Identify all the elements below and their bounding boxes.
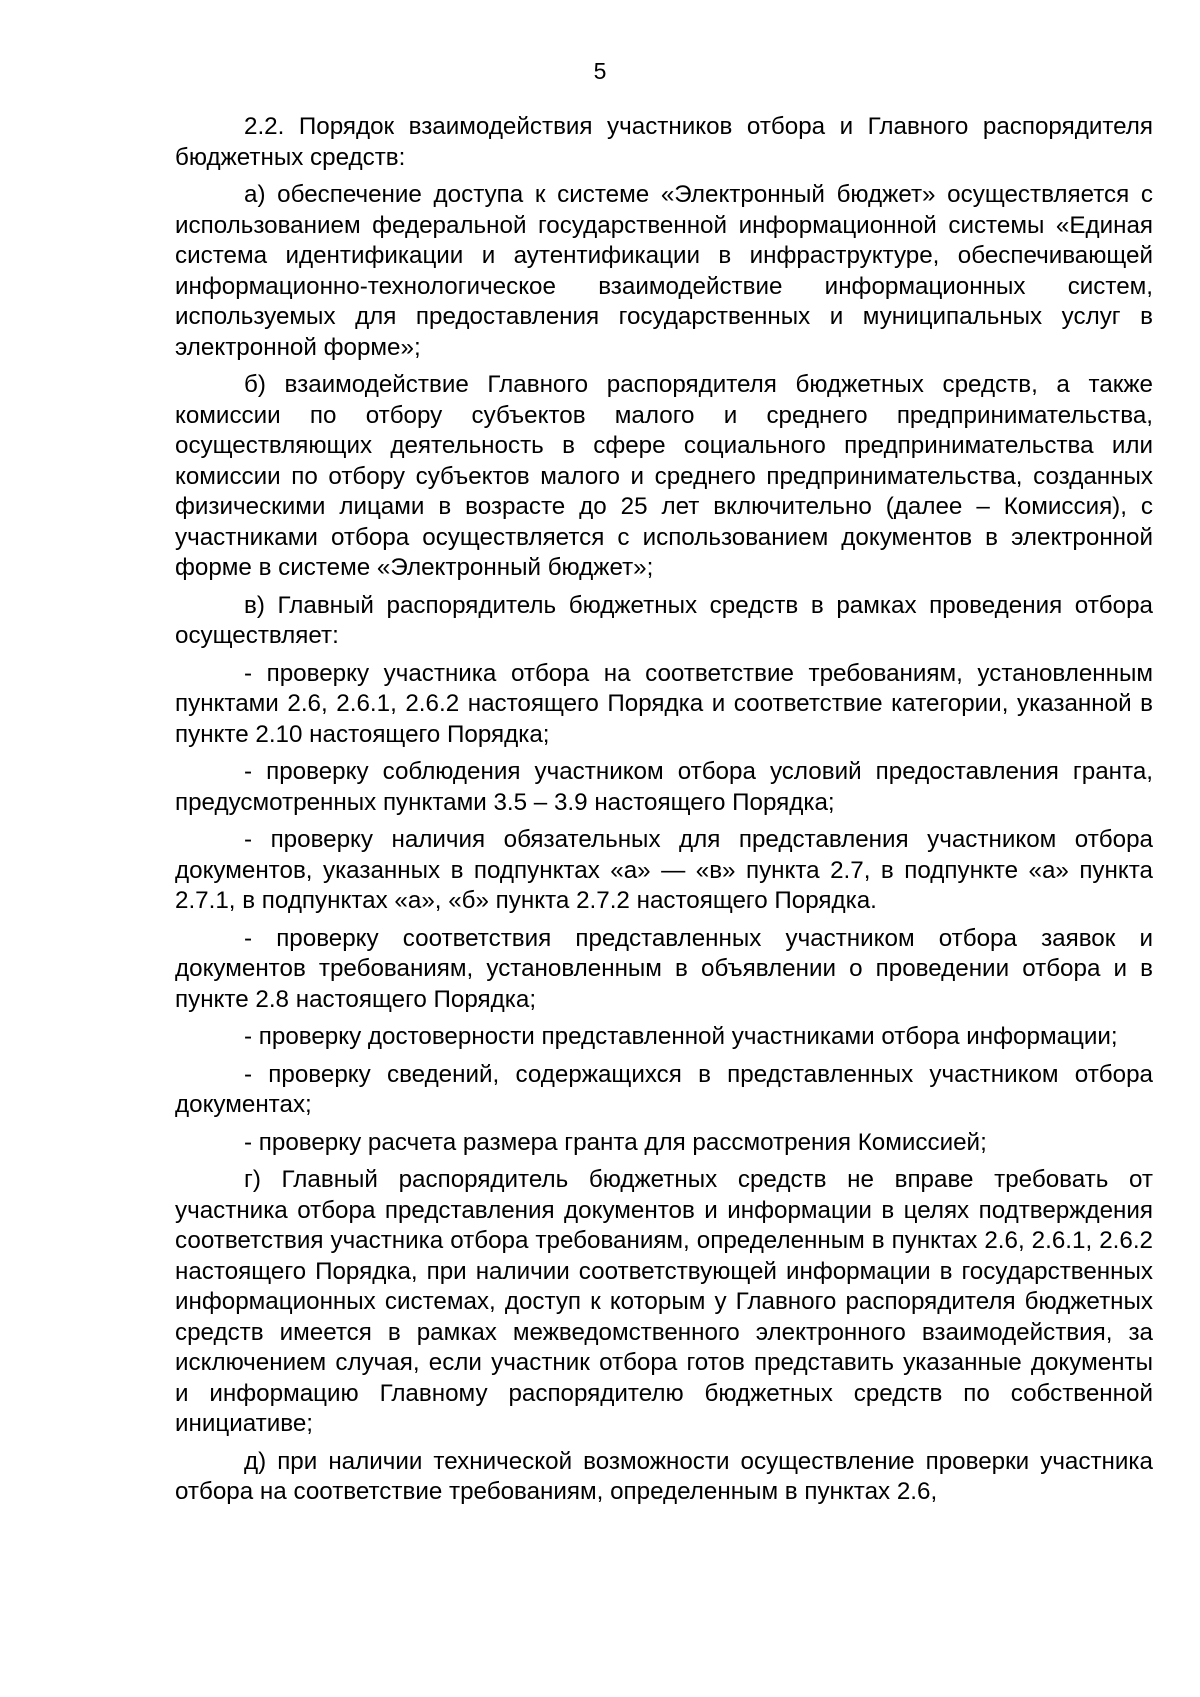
paragraph-d: д) при наличии технической возможности осуществление проверки участника отбора на соответствие требованиям, определенным в пунктах 2.6, xyxy=(175,1447,1153,1505)
list-item-conditions-check: - проверку соблюдения участником отбора условий предоставления гранта, предусмотренных пунктами 3.5 – 3.9 настоящего Порядка; xyxy=(175,758,1153,816)
list-item-reliability-check: - проверку достоверности представленной участниками отбора информации; xyxy=(244,1023,1118,1050)
paragraph-a: а) обеспечение доступа к системе «Электронный бюджет» осуществляется с использованием федеральной государственной информационной системы «Единая система идентификации и аутентификации в инфраструктуре, обеспечивающей информационно-технологическое взаимодействие информационных систем, используемых для предоставления государственных и муниципальных услуг в электронной форме»; xyxy=(175,181,1153,361)
page-number: 5 xyxy=(593,58,607,84)
list-item-grant-calculation-check: - проверку расчета размера гранта для рассмотрения Комиссией; xyxy=(244,1128,987,1156)
paragraph-2-2: 2.2. Порядок взаимодействия участников отбора и Главного распорядителя бюджетных средств: xyxy=(175,113,1153,171)
paragraph-b: б) взаимодействие Главного распорядителя бюджетных средств, а также комиссии по отбору субъектов малого и среднего предпринимательства, осуществляющих деятельность в сфере социального предпринимательства или комиссии по отбору субъектов малого и среднего предпринимательства, созданных физическими лицами в возрасте до 25 лет включительно (далее – Комиссия), с участниками отбора осуществляется с использованием документов в электронной форме в системе «Электронный бюджет»; xyxy=(175,371,1153,581)
list-item-information-check: - проверку сведений, содержащихся в представленных участником отбора документах; xyxy=(175,1060,1153,1118)
list-item-documents-presence-check: - проверку наличия обязательных для представления участником отбора документов, указанных в подпунктах «а» — «в» пункта 2.7, в подпункте «а» пункта 2.7.1, в подпунктах «а», «б» пункта 2.7.2 настоящего Порядка. xyxy=(175,826,1153,914)
paragraph-g: г) Главный распорядитель бюджетных средств не вправе требовать от участника отбора представления документов и информации в целях подтверждения соответствия участника отбора требованиям, определенным в пунктах 2.6, 2.6.1, 2.6.2 настоящего Порядка, при наличии соответствующей информации в государственных информационных системах, доступ к которым у Главного распорядителя бюджетных средств имеется в рамках межведомственного электронного взаимодействия, за исключением случая, если участник отбора готов представить указанные документы и информацию Главному распорядителю бюджетных средств по собственной инициативе; xyxy=(175,1166,1153,1437)
list-item-compliance-check: - проверку соответствия представленных участником отбора заявок и документов требованиям, установленным в объявлении о проведении отбора и в пункте 2.8 настоящего Порядка; xyxy=(175,924,1153,1013)
paragraph-v: в) Главный распорядитель бюджетных средств в рамках проведения отбора осуществляет: xyxy=(175,591,1153,649)
document-body xyxy=(175,112,1153,1515)
list-item-requirements-check: - проверку участника отбора на соответствие требованиям, установленным пунктами 2.6, 2.6.1, 2.6.2 настоящего Порядка и соответствие категории, указанной в пункте 2.10 настоящего Порядка; xyxy=(175,659,1153,748)
